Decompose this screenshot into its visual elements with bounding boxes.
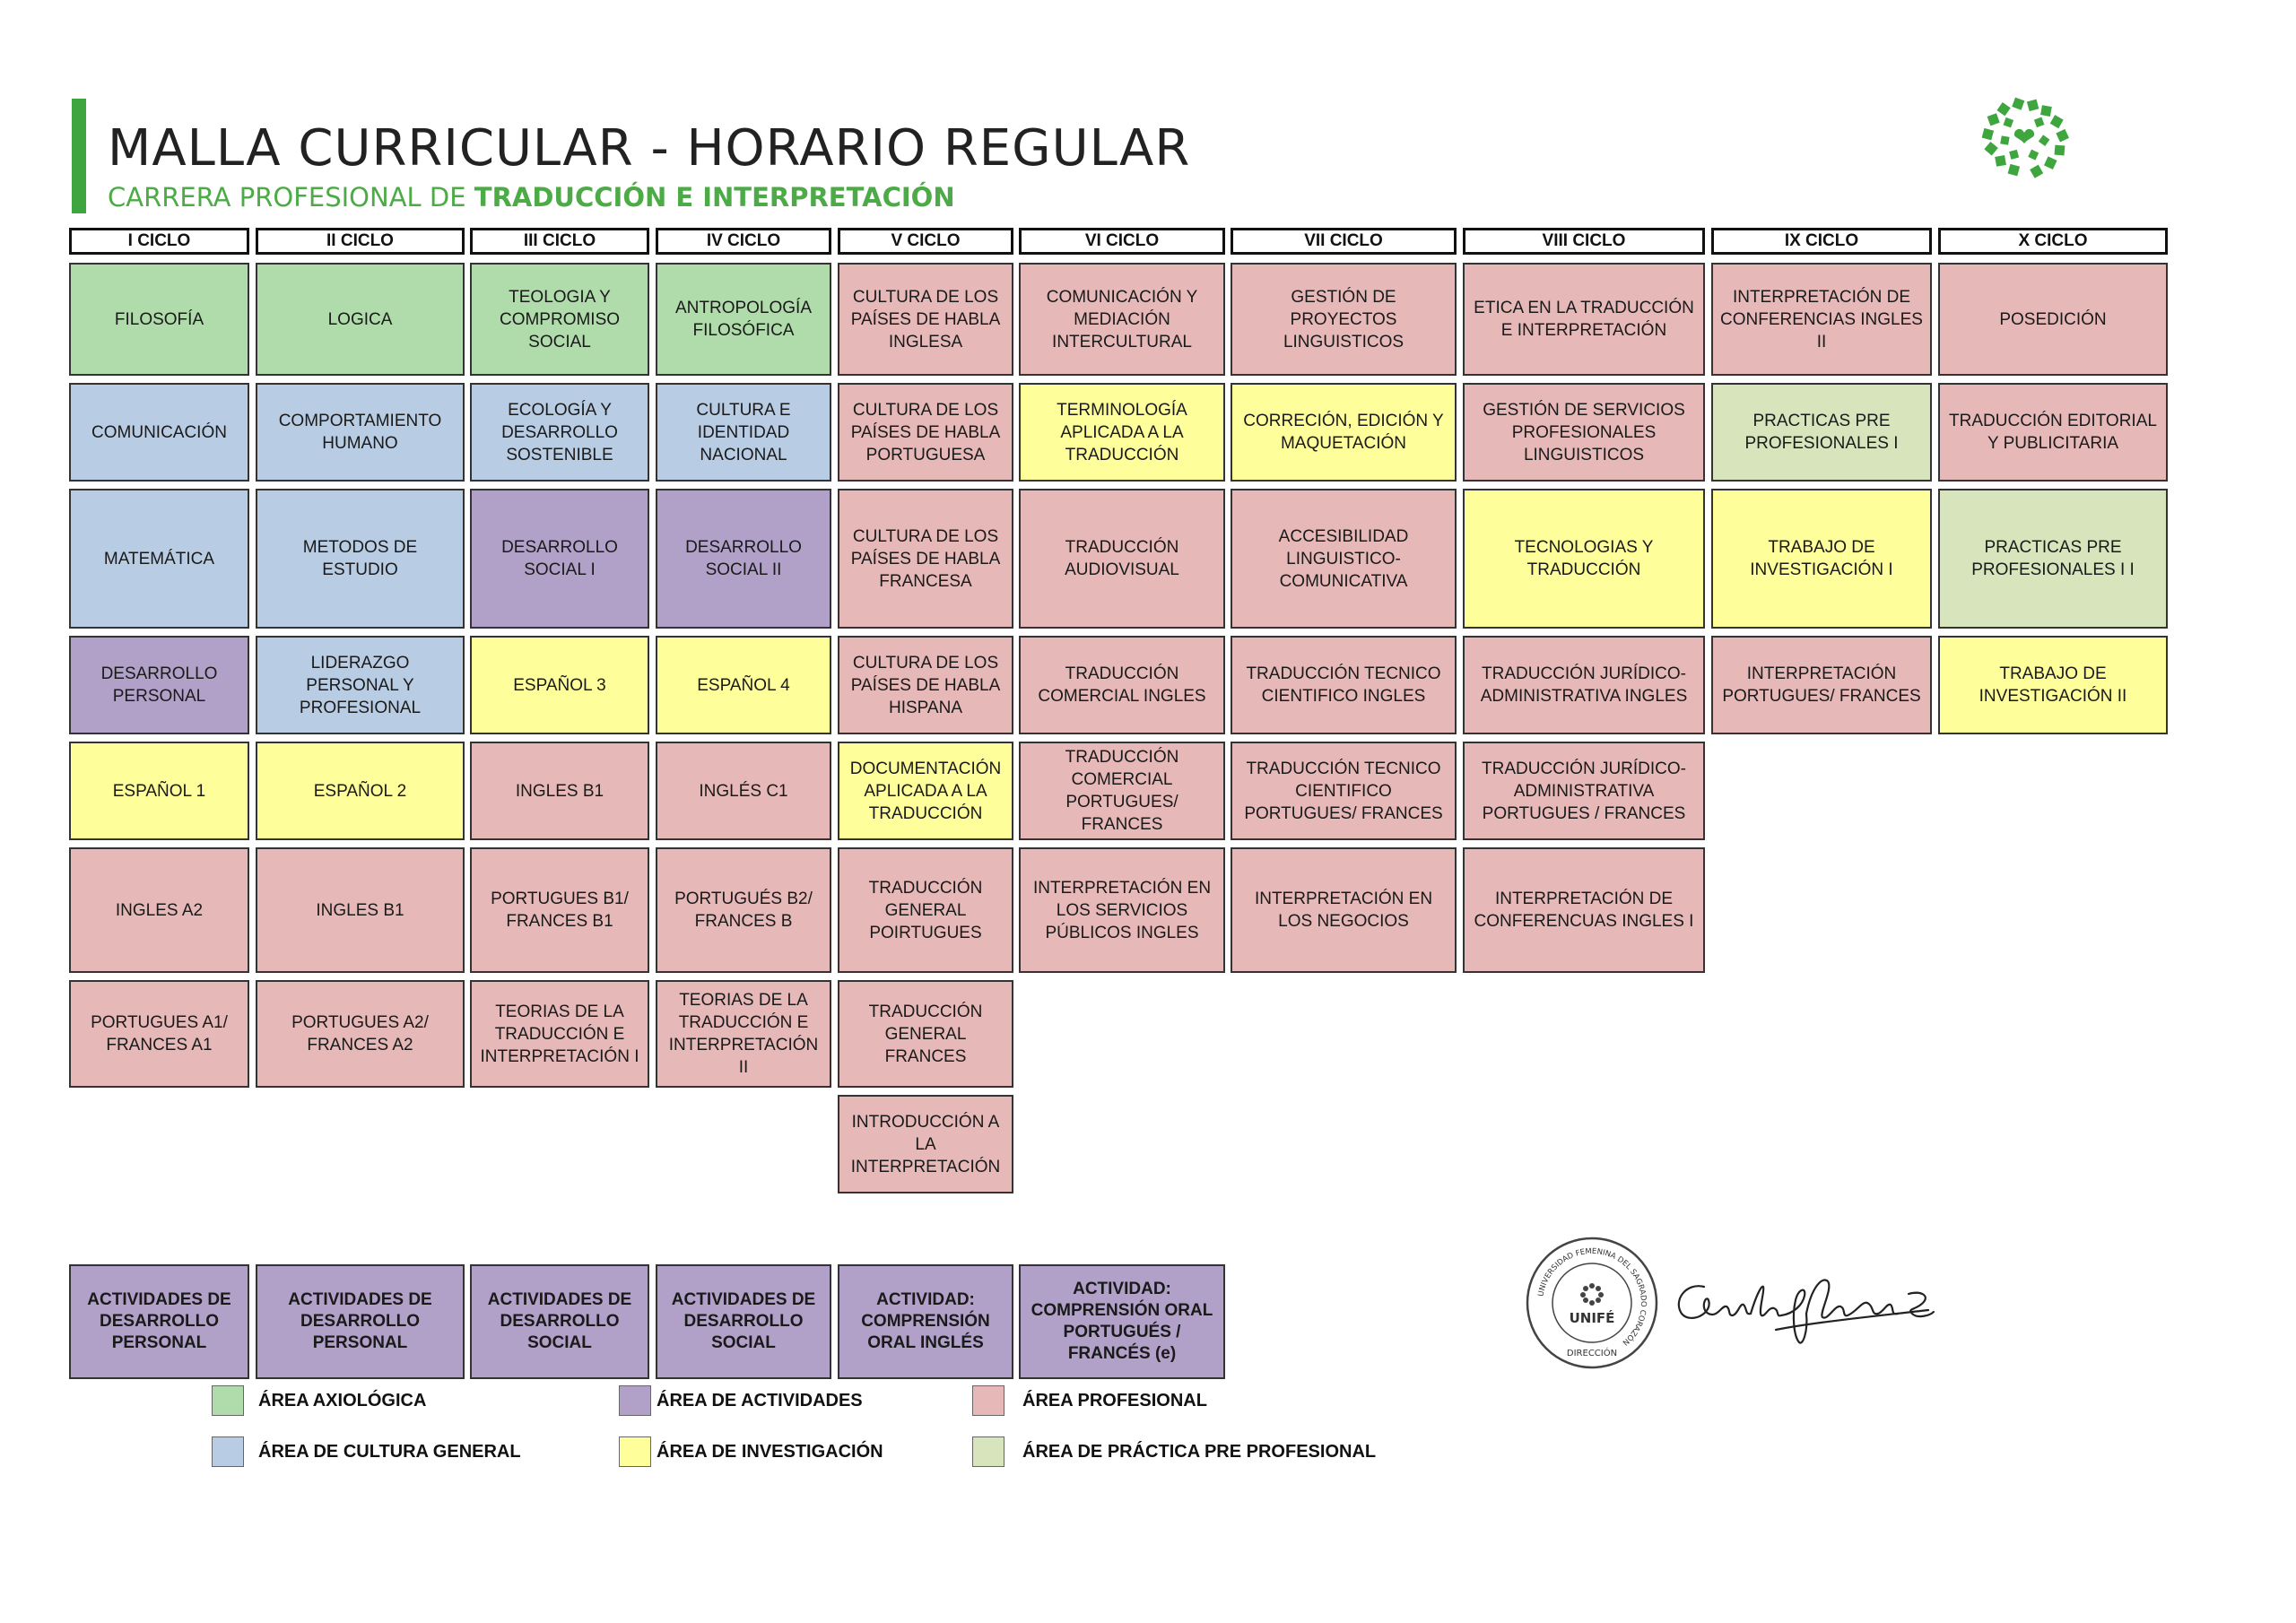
cycle-header-3: III CICLO [470, 228, 649, 255]
course-cell: TRABAJO DE INVESTIGACIÓN I [1711, 489, 1932, 629]
course-cell: DESARROLLO SOCIAL I [470, 489, 649, 629]
course-cell: INGLÉS C1 [656, 742, 831, 840]
activity-cell: ACTIVIDAD: COMPRENSIÓN ORAL INGLÉS [838, 1264, 1013, 1379]
cycle-header-4: IV CICLO [656, 228, 831, 255]
course-cell: INGLES A2 [69, 847, 249, 973]
course-cell: GESTIÓN DE SERVICIOS PROFESIONALES LINGUISTICOS [1463, 383, 1705, 482]
course-cell: TEORIAS DE LA TRADUCCIÓN E INTERPRETACIÓN II [656, 980, 831, 1088]
cycle-header-1: I CICLO [69, 228, 249, 255]
subtitle-prefix: CARRERA PROFESIONAL DE [108, 182, 474, 213]
course-cell: METODOS DE ESTUDIO [256, 489, 465, 629]
activity-cell: ACTIVIDADES DE DESARROLLO PERSONAL [256, 1264, 465, 1379]
seal-name: UNIFÉ [1569, 1310, 1615, 1326]
legend-item-profesional [972, 1385, 1207, 1416]
cycle-header-9: IX CICLO [1711, 228, 1932, 255]
course-cell: PORTUGUES A1/ FRANCES A1 [69, 980, 249, 1088]
legend-swatch [212, 1436, 244, 1467]
course-cell: ETICA EN LA TRADUCCIÓN E INTERPRETACIÓN [1463, 263, 1705, 376]
course-cell: TRADUCCIÓN EDITORIAL Y PUBLICITARIA [1938, 383, 2168, 482]
course-cell: INTERPRETACIÓN DE CONFERENCIAS INGLES II [1711, 263, 1932, 376]
course-cell: ESPAÑOL 3 [470, 636, 649, 734]
page-subtitle [108, 182, 955, 213]
legend-label: ÁREA AXIOLÓGICA [258, 1390, 427, 1410]
legend-label: ÁREA DE CULTURA GENERAL [258, 1441, 521, 1462]
course-cell: ESPAÑOL 2 [256, 742, 465, 840]
course-cell: TRADUCCIÓN GENERAL POIRTUGUES [838, 847, 1013, 973]
course-cell: PORTUGUÉS B2/ FRANCES B [656, 847, 831, 973]
course-cell: TEOLOGIA Y COMPROMISO SOCIAL [470, 263, 649, 376]
course-cell: FILOSOFÍA [69, 263, 249, 376]
legend-swatch [972, 1385, 1004, 1416]
course-cell: GESTIÓN DE PROYECTOS LINGUISTICOS [1231, 263, 1457, 376]
course-cell: LIDERAZGO PERSONAL Y PROFESIONAL [256, 636, 465, 734]
course-cell: TRADUCCIÓN COMERCIAL INGLES [1019, 636, 1225, 734]
page-title: MALLA CURRICULAR - HORARIO REGULAR [108, 119, 1191, 178]
course-cell: INGLES B1 [256, 847, 465, 973]
course-cell: ACCESIBILIDAD LINGUISTICO-COMUNICATIVA [1231, 489, 1457, 629]
subtitle-highlight: TRADUCCIÓN E INTERPRETACIÓN [474, 182, 955, 213]
course-cell: TECNOLOGIAS Y TRADUCCIÓN [1463, 489, 1705, 629]
green-leaf-logo-icon [1969, 97, 2081, 187]
legend-item-actividades [619, 1385, 863, 1416]
course-cell: CULTURA DE LOS PAÍSES DE HABLA FRANCESA [838, 489, 1013, 629]
course-cell: TEORIAS DE LA TRADUCCIÓN E INTERPRETACIÓN I [470, 980, 649, 1088]
course-cell: CULTURA DE LOS PAÍSES DE HABLA PORTUGUESA [838, 383, 1013, 482]
course-cell: CULTURA DE LOS PAÍSES DE HABLA INGLESA [838, 263, 1013, 376]
course-cell: COMUNICACIÓN Y MEDIACIÓN INTERCULTURAL [1019, 263, 1225, 376]
legend-swatch [212, 1385, 244, 1416]
course-cell: TRADUCCIÓN JURÍDICO-ADMINISTRATIVA INGLES [1463, 636, 1705, 734]
course-cell: CORRECIÓN, EDICIÓN Y MAQUETACIÓN [1231, 383, 1457, 482]
seal-unit: DIRECCIÓN [1566, 1349, 1618, 1358]
cycle-header-7: VII CICLO [1231, 228, 1457, 255]
course-cell: INTERPRETACIÓN EN LOS SERVICIOS PÚBLICOS INGLES [1019, 847, 1225, 973]
course-cell: PRACTICAS PRE PROFESIONALES I I [1938, 489, 2168, 629]
activity-cell: ACTIVIDADES DE DESARROLLO SOCIAL [470, 1264, 649, 1379]
legend-item-investigacion [619, 1436, 883, 1467]
course-cell: TRADUCCIÓN AUDIOVISUAL [1019, 489, 1225, 629]
course-cell: PRACTICAS PRE PROFESIONALES I [1711, 383, 1932, 482]
handwritten-signature [1668, 1260, 1937, 1358]
course-cell: INGLES B1 [470, 742, 649, 840]
course-cell: INTRODUCCIÓN A LA INTERPRETACIÓN [838, 1095, 1013, 1193]
course-cell: INTERPRETACIÓN DE CONFERENCUAS INGLES I [1463, 847, 1705, 973]
legend-label: ÁREA DE INVESTIGACIÓN [657, 1441, 883, 1462]
course-cell: CULTURA DE LOS PAÍSES DE HABLA HISPANA [838, 636, 1013, 734]
course-cell: TRADUCCIÓN COMERCIAL PORTUGUES/ FRANCES [1019, 742, 1225, 840]
course-cell: TRABAJO DE INVESTIGACIÓN II [1938, 636, 2168, 734]
cycle-header-5: V CICLO [838, 228, 1013, 255]
legend-swatch [619, 1385, 651, 1416]
course-cell: INTERPRETACIÓN EN LOS NEGOCIOS [1231, 847, 1457, 973]
course-cell: MATEMÁTICA [69, 489, 249, 629]
course-cell: ECOLOGÍA Y DESARROLLO SOSTENIBLE [470, 383, 649, 482]
legend-label: ÁREA DE PRÁCTICA PRE PROFESIONAL [1022, 1441, 1377, 1462]
course-cell: PORTUGUES B1/ FRANCES B1 [470, 847, 649, 973]
legend-item-axiologica [212, 1385, 426, 1416]
activity-cell: ACTIVIDADES DE DESARROLLO SOCIAL [656, 1264, 831, 1379]
course-cell: DESARROLLO PERSONAL [69, 636, 249, 734]
course-cell: TRADUCCIÓN TECNICO CIENTIFICO INGLES [1231, 636, 1457, 734]
course-cell: INTERPRETACIÓN PORTUGUES/ FRANCES [1711, 636, 1932, 734]
course-cell: CULTURA E IDENTIDAD NACIONAL [656, 383, 831, 482]
course-cell: TRADUCCIÓN TECNICO CIENTIFICO PORTUGUES/ FRANCES [1231, 742, 1457, 840]
course-cell: COMUNICACIÓN [69, 383, 249, 482]
seal-ring-text: UNIVERSIDAD FEMENINA DEL SAGRADO CORAZÓN [1536, 1246, 1648, 1347]
course-cell: TRADUCCIÓN GENERAL FRANCES [838, 980, 1013, 1088]
course-cell: COMPORTAMIENTO HUMANO [256, 383, 465, 482]
legend-swatch [972, 1436, 1004, 1467]
legend-label: ÁREA DE ACTIVIDADES [657, 1390, 863, 1410]
title-accent-bar [72, 99, 86, 213]
legend-item-practica [972, 1436, 1376, 1467]
course-cell: ANTROPOLOGÍA FILOSÓFICA [656, 263, 831, 376]
course-cell: POSEDICIÓN [1938, 263, 2168, 376]
course-cell: ESPAÑOL 4 [656, 636, 831, 734]
legend-label: ÁREA PROFESIONAL [1022, 1390, 1207, 1410]
legend-item-cultura-general [212, 1436, 521, 1467]
legend-swatch [619, 1436, 651, 1467]
activity-cell: ACTIVIDADES DE DESARROLLO PERSONAL [69, 1264, 249, 1379]
cycle-header-8: VIII CICLO [1463, 228, 1705, 255]
course-cell: TRADUCCIÓN JURÍDICO-ADMINISTRATIVA PORTUGUES / FRANCES [1463, 742, 1705, 840]
cycle-header-6: VI CICLO [1019, 228, 1225, 255]
course-cell: TERMINOLOGÍA APLICADA A LA TRADUCCIÓN [1019, 383, 1225, 482]
university-seal-icon [1525, 1236, 1659, 1370]
course-cell: ESPAÑOL 1 [69, 742, 249, 840]
course-cell: LOGICA [256, 263, 465, 376]
course-cell: DOCUMENTACIÓN APLICADA A LA TRADUCCIÓN [838, 742, 1013, 840]
cycle-header-10: X CICLO [1938, 228, 2168, 255]
course-cell: PORTUGUES A2/ FRANCES A2 [256, 980, 465, 1088]
cycle-header-2: II CICLO [256, 228, 465, 255]
activity-cell: ACTIVIDAD: COMPRENSIÓN ORAL PORTUGUÉS / FRANCÉS (e) [1019, 1264, 1225, 1379]
course-cell: DESARROLLO SOCIAL II [656, 489, 831, 629]
